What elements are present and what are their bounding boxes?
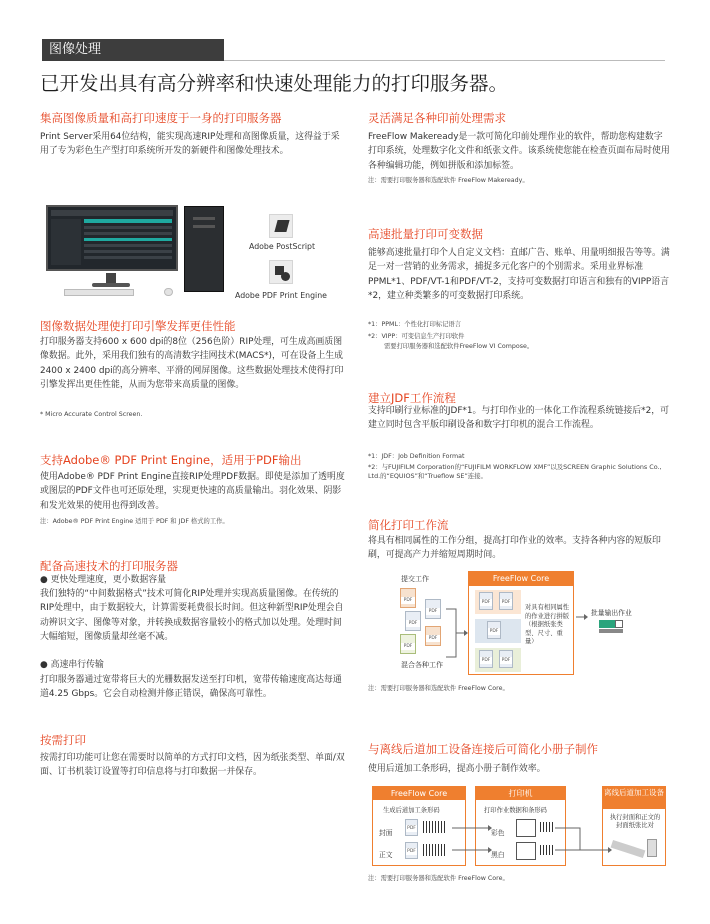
server-illustration bbox=[44, 203, 234, 298]
doc-icon: PDF bbox=[405, 611, 421, 631]
left-s4-body1: 我们独特的“中间数据格式”技术可简化RIP处理并实现高质量图像。在传统的RIP处理中，由于数据较大，计算需要耗费很长时间。但这种新型RIP处理会自动辨识文字、图像等对象，并转换成数据容量较小的格式加以处理。处理时间大幅缩短，图像质量却丝毫不减。 bbox=[40, 589, 344, 642]
doc-icon: PDF bbox=[405, 819, 418, 836]
right-s2-note2: *2：VIPP：可变信息生产打印软件 bbox=[368, 333, 465, 340]
right-s3-heading: 建立JDF工作流程 bbox=[368, 391, 456, 405]
d2-gen-label: 生成后道加工条形码 bbox=[383, 807, 440, 814]
left-s1-heading: 集高图像质量和高打印速度于一身的打印服务器 bbox=[40, 111, 282, 125]
group-description: 对具有相同属性的作业进行拼版（根据纸张类型、尺寸、重量） bbox=[525, 604, 570, 645]
left-s3-body: 使用Adobe® PDF Print Engine直接RIP处理PDF数据。即使是添加了透明度或图层的PDF文件也可还原处理，实现更快速的高质量输出。羽化效果、阴影和发光效果的使用也得到改善。 bbox=[40, 472, 345, 511]
d2-color-label: 彩色 bbox=[491, 829, 505, 837]
core-title: FreeFlow Core bbox=[469, 572, 573, 586]
right-s2-note1: *1：PPML：个性化打印标记语言 bbox=[368, 321, 461, 328]
left-s2-body: 打印服务器支持600 x 600 dpi的8位（256色阶）RIP处理，可生成高画质图像数据。此外，采用我们独有的高清数字挂网技术(MACS*)，可在设备上生成2400 x 2400 dpi的高分辨率、平滑的网屏图像。这些数据处理技术使得打印引擎发挥出更佳性能，从而为您带来高质量的图像。 bbox=[40, 337, 344, 390]
doc-icon: PDF bbox=[479, 592, 493, 610]
right-s1-body: FreeFlow Makeready是一款可简化印前处理作业的软件，帮助您构建数字打印系统，处理数字化文件和纸张文件。该系统使您能在检查页面布局时使用各种编辑功能，例如拼版和添加标签。 bbox=[368, 132, 670, 171]
left-s4-bullet1: ● 更快处理速度，更小数据容量 bbox=[40, 575, 166, 585]
mixed-label: 混合各种工作 bbox=[401, 661, 443, 669]
right-s5-heading: 与离线后道加工设备连接后可简化小册子制作 bbox=[368, 742, 598, 756]
doc-icon: PDF bbox=[479, 650, 493, 668]
right-s4-body: 将具有相同属性的工作分组，提高打印作业的效率。支持各种内容的短版印刷，可提高产力并缩短周期时间。 bbox=[368, 536, 661, 561]
right-s5-body: 使用后道加工条形码，提高小册子制作效率。 bbox=[368, 764, 546, 774]
d2-printer-title: 打印机 bbox=[476, 787, 565, 800]
right-s2-heading: 高速批量打印可变数据 bbox=[368, 227, 483, 241]
doc-icon: PDF bbox=[487, 621, 501, 639]
d2-core-title: FreeFlow Core bbox=[373, 787, 465, 800]
printer-icon bbox=[599, 620, 625, 634]
booklet-arrows bbox=[370, 786, 668, 868]
submit-label: 提交工作 bbox=[401, 575, 429, 583]
right-s4-heading: 简化打印工作流 bbox=[368, 518, 449, 532]
left-s3-heading: 支持Adobe® PDF Print Engine，适用于PDF输出 bbox=[40, 453, 302, 467]
doc-icon: PDF bbox=[400, 588, 416, 608]
left-s4-heading: 配备高速技术的打印服务器 bbox=[40, 559, 178, 573]
doc-icon: PDF bbox=[499, 650, 513, 668]
right-s5-note: 注：需要打印服务器和选配软件 FreeFlow Core。 bbox=[368, 875, 509, 882]
left-s4-bullet2: ● 高速串行传输 bbox=[40, 660, 104, 670]
pdf-engine-icon bbox=[269, 260, 293, 284]
left-s3-note: 注：Adobe® PDF Print Engine 适用于 PDF 和 JDF 格式的工作。 bbox=[40, 518, 229, 525]
server-tower bbox=[184, 206, 224, 292]
pdf-engine-label: Adobe PDF Print Engine bbox=[235, 291, 327, 300]
right-s4-note: 注：需要打印服务器和选配软件 FreeFlow Core。 bbox=[368, 685, 509, 692]
d2-exec-label: 执行封面和正文的封面纸张比对 bbox=[609, 814, 661, 829]
right-s1-heading: 灵活满足各种印前处理需求 bbox=[368, 111, 506, 125]
d2-body-label: 正文 bbox=[379, 851, 393, 859]
doc-icon: PDF bbox=[400, 634, 416, 654]
d2-cover-label: 封面 bbox=[379, 829, 393, 837]
output-label: 批量输出作业 bbox=[591, 609, 632, 617]
workflow-arrows bbox=[398, 571, 668, 681]
doc-icon: PDF bbox=[405, 842, 418, 859]
workflow-diagram bbox=[398, 571, 668, 681]
left-s5-heading: 按需打印 bbox=[40, 733, 86, 747]
header-divider bbox=[224, 60, 665, 61]
postscript-icon bbox=[269, 214, 293, 238]
section-tag: 图像处理 bbox=[42, 39, 224, 61]
left-s5-body: 按需打印功能可让您在需要时以简单的方式打印文档，因为纸张类型、单面/双面、订书机装订设置等打印信息将与打印数据一并保存。 bbox=[40, 753, 345, 778]
doc-icon: PDF bbox=[425, 599, 441, 619]
right-s3-note2: *2：与FUJIFILM Corporation的“FUJIFILM WORKFLOW XMF”以及SCREEN Graphic Solutions Co., Ltd.的“EQUIOS”和“Trueflow SE”连接。 bbox=[368, 463, 662, 480]
page-title: 已开发出具有高分辨率和快速处理能力的打印服务器。 bbox=[40, 72, 509, 95]
left-s1-body: Print Server采用64位结构，能实现高速RIP处理和高图像质量，这得益于采用了专为彩色生产型打印系统所开发的新硬件和图像处理技术。 bbox=[40, 132, 340, 157]
right-s1-note: 注：需要打印服务器和选配软件 FreeFlow Makeready。 bbox=[368, 177, 529, 184]
right-s3-note1: *1：JDF：Job Definition Format bbox=[368, 453, 465, 460]
postscript-label: Adobe PostScript bbox=[249, 242, 316, 251]
right-s2-body: 能够高速批量打印个人自定义文档：直邮广告、账单、用量明细报告等等。满足一对一营销的业务需求，捕捉多元化客户的个别需求。采用业界标准PPML*1、PDF/VT-1和PDF/VT-2，支持可变数据打印语言和独有的VIPP语言*2，建立种类繁多的可变数据打印系统。 bbox=[368, 248, 670, 301]
monitor bbox=[46, 205, 178, 271]
left-s2-heading: 图像数据处理使打印引擎发挥更佳性能 bbox=[40, 319, 236, 333]
doc-icon: PDF bbox=[499, 592, 513, 610]
left-s4-body2: 打印服务器通过宽带将巨大的光栅数据发送至打印机，宽带传输速度高达每通道4.25 Gbps。它会自动检测并修正错误，确保高可靠性。 bbox=[40, 675, 342, 700]
d2-bw-label: 黑白 bbox=[491, 851, 505, 859]
keyboard bbox=[64, 289, 134, 296]
mouse bbox=[164, 288, 173, 296]
right-s3-body: 支持印刷行业标准的JDF*1。与打印作业的一体化工作流程系统链接后*2，可建立同时包含平版印刷设备和数字打印机的混合工作流程。 bbox=[368, 406, 669, 431]
d2-finisher-title: 离线后道加工设备 bbox=[603, 787, 665, 809]
doc-icon: PDF bbox=[425, 626, 441, 646]
left-s2-note: * Micro Accurate Control Screen. bbox=[40, 411, 143, 418]
right-s2-note3: 需要打印服务器和选配软件FreeFlow VI Compose。 bbox=[384, 343, 534, 350]
booklet-diagram bbox=[370, 786, 668, 868]
d2-print-label: 打印作业数据和条形码 bbox=[484, 807, 547, 814]
